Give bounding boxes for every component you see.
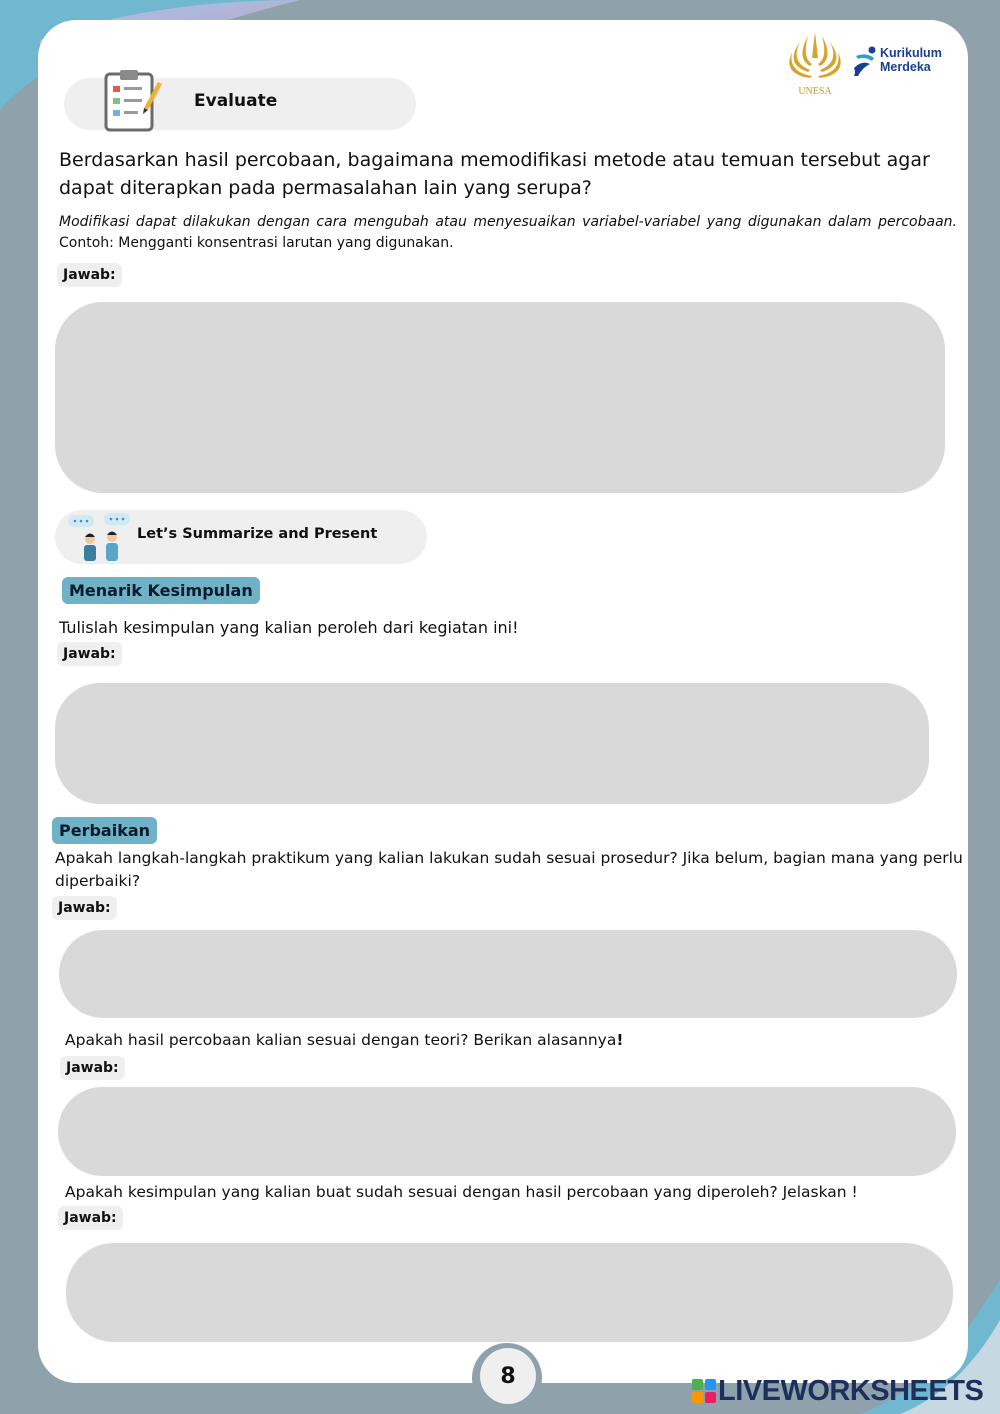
- kurikulum-label: Kurikulum: [880, 46, 942, 60]
- perbaikan-answer-box-2[interactable]: [58, 1087, 956, 1176]
- summarize-title: Let’s Summarize and Present: [137, 526, 378, 542]
- perbaikan-answer-label-1: Jawab:: [52, 896, 117, 920]
- unesa-label: UNESA: [798, 86, 832, 97]
- unesa-logo: [782, 28, 848, 96]
- evaluate-answer-box[interactable]: [55, 302, 945, 493]
- page-number-circle: [480, 1348, 536, 1404]
- liveworksheets-wordmark: LIVEWORKSHEETS: [718, 1374, 984, 1407]
- kurikulum-merdeka-logo: [852, 44, 952, 80]
- perbaikan-question-2-text: Apakah hasil percobaan kalian sesuai dengan teori? Berikan alasannya: [65, 1031, 617, 1049]
- menarik-kesimpulan-tag: Menarik Kesimpulan: [62, 577, 260, 604]
- perbaikan-question-2-mark: !: [616, 1031, 624, 1049]
- merdeka-label: Merdeka: [880, 60, 931, 74]
- summarize-answer-label: Jawab:: [57, 642, 122, 666]
- summarize-answer-box[interactable]: [55, 683, 929, 804]
- evaluate-answer-label: Jawab:: [57, 263, 122, 287]
- perbaikan-question-1: Apakah langkah-langkah praktikum yang kalian lakukan sudah sesuai prosedur? Jika belum, bagian mana yang perlu diperbaiki?: [55, 849, 963, 890]
- evaluate-hint-italic: Modifikasi dapat dilakukan dengan cara mengubah atau menyesuaikan variabel-variabel yang digunakan dalam percobaan.: [59, 214, 957, 230]
- perbaikan-answer-box-3[interactable]: [66, 1243, 953, 1342]
- perbaikan-question-2: [65, 1029, 945, 1052]
- liveworksheets-logo: [692, 1374, 983, 1408]
- perbaikan-answer-box-1[interactable]: [59, 930, 957, 1018]
- liveworksheets-grid-icon: [692, 1379, 716, 1403]
- people-discussing-icon: [66, 513, 132, 563]
- page-number: 8: [500, 1363, 516, 1389]
- evaluate-question: Berdasarkan hasil percobaan, bagaimana memodifikasi metode atau temuan tersebut agar dapat diterapkan pada permasalahan lain yang serupa?: [59, 149, 930, 199]
- evaluate-title: Evaluate: [194, 91, 278, 111]
- perbaikan-answer-label-2: Jawab:: [60, 1056, 125, 1080]
- clipboard-icon: [100, 68, 162, 132]
- evaluate-hint: [59, 212, 957, 254]
- summarize-question: Tulislah kesimpulan yang kalian peroleh dari kegiatan ini!: [59, 618, 519, 637]
- unesa-emblem-icon: [782, 28, 848, 86]
- perbaikan-question-3: Apakah kesimpulan yang kalian buat sudah sesuai dengan hasil percobaan yang diperoleh? Jelaskan !: [65, 1183, 858, 1201]
- perbaikan-answer-label-3: Jawab:: [58, 1206, 123, 1230]
- kurikulum-merdeka-icon: [852, 46, 878, 78]
- perbaikan-tag: Perbaikan: [52, 817, 157, 844]
- evaluate-hint-example: Contoh: Mengganti konsentrasi larutan yang digunakan.: [59, 235, 454, 251]
